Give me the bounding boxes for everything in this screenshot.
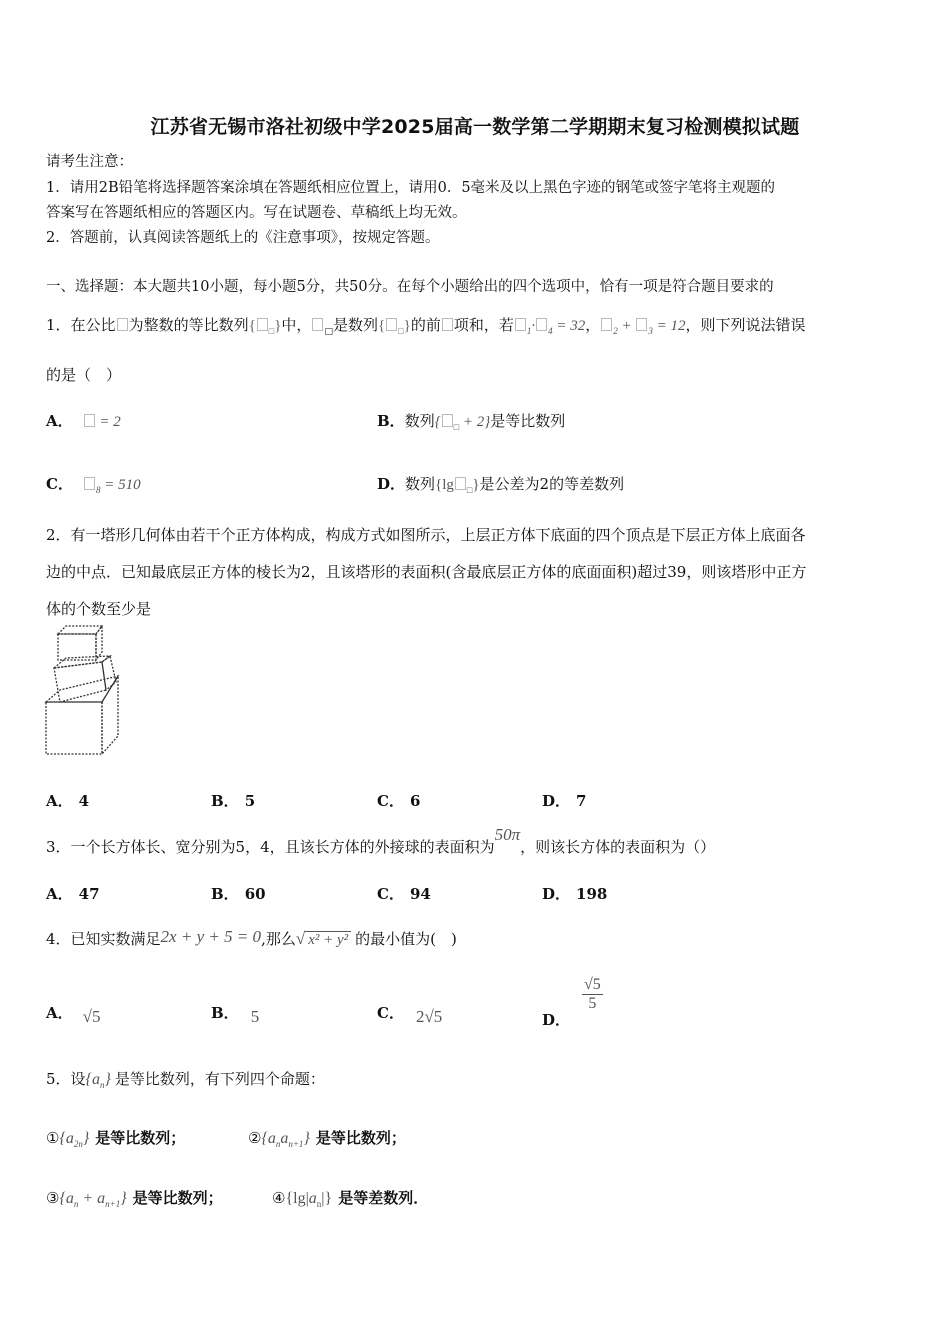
question-2-option-a[interactable]: A． 4 [46, 792, 90, 810]
question-2-option-b[interactable]: B． 5 [211, 792, 256, 810]
question-3-option-b[interactable]: B． 60 [211, 885, 266, 903]
equation-a1-a4: $_1$· $_4$ = 32 [514, 318, 585, 334]
question-4: 4．已知实数满足2x + y + 5 = 0,那么√ x² + y² 的最小值为( ) [46, 927, 457, 948]
question-4-option-b[interactable]: B． 5 [211, 1004, 260, 1026]
question-1-option-b[interactable]: B．数列{ $_□$ + 2}是等比数列 [377, 412, 566, 432]
notice-item-2: 2．答题前，认真阅读答题纸上的《注意事项》，按规定答题。 [46, 230, 440, 246]
notice-item-1-line-1: 1．请用2B铅笔将选择题答案涂填在答题纸相应位置上，请用0．5毫米及以上黑色字迹的钢笔或签字笔将主观题的 [46, 180, 776, 196]
proposition-1: $①\{a_{2n}\}$ 是等比数列； [46, 1129, 186, 1149]
notice-heading: 请考生注意： [46, 154, 133, 170]
question-2-option-c[interactable]: C． 6 [377, 792, 421, 810]
question-2-line-3: 体的个数至少是 [46, 600, 152, 618]
section-heading: 一、选择题：本大题共10小题，每小题5分，共50分。在每个小题给出的四个选项中，恰有一项是符合题目要求的 [46, 279, 774, 295]
question-4-option-d[interactable]: D． $\frac{√5}{5}$ [542, 976, 601, 1029]
question-2-option-d[interactable]: D． 7 [542, 792, 587, 810]
notice-item-1-line-2: 答案写在答题纸相应的答题区内。写在试题卷、草稿纸上均无效。 [46, 205, 467, 221]
question-1-option-c[interactable]: C． $_8$ = 510 [46, 475, 141, 495]
question-4-option-c[interactable]: C． 2√5 [377, 1004, 443, 1026]
question-3-option-c[interactable]: C． 94 [377, 885, 431, 903]
question-1-option-d[interactable]: D．数列{lg $_□$}是公差为2的等差数列 [377, 475, 625, 495]
page-title: 江苏省无锡市洛社初级中学2025届高一数学第二学期期末复习检测模拟试题 [150, 116, 800, 138]
proposition-4: $④\{\lg|a_n|\}$ 是等差数列． [272, 1189, 429, 1209]
question-1-line-1: 1．在公比 为整数的等比数列{ $_□$}中， $_□$是数列{ $_□$}的前 项和，若 $_1$· $_4$ = 32， $_2$ + $_3$ = 12，则下列说法错误 [46, 316, 806, 337]
placeholder-sn-icon [312, 318, 323, 331]
question-1-option-a[interactable]: A． = 2 [46, 412, 121, 430]
question-2-line-1: 2．有一塔形几何体由若干个正方体构成，构成方式如图所示，上层正方体下底面的四个顶点是下层正方体上底面各 [46, 526, 806, 544]
proposition-2: $②\{a_na_{n+1}\}$ 是等比数列； [248, 1129, 406, 1149]
question-3-option-a[interactable]: A． 47 [46, 885, 100, 903]
sqrt-icon: √ [295, 929, 306, 948]
question-1-line-2: 的是（ ） [46, 366, 122, 384]
question-3: 3．一个长方体长、宽分别为5，4，且该长方体的外接球的表面积为50π，则该长方体的表面积为（） [46, 825, 716, 856]
placeholder-n-icon [442, 318, 453, 331]
sequence-an-brace: { $_□$} [248, 318, 282, 336]
question-1-number: 1． [46, 316, 71, 334]
question-3-option-d[interactable]: D． 198 [542, 885, 608, 903]
proposition-3: $③\{a_n + a_{n+1}\}$ 是等比数列； [46, 1189, 223, 1209]
question-4-option-a[interactable]: A． √5 [46, 1004, 101, 1026]
tower-cubes-figure [44, 624, 124, 758]
placeholder-q-icon [117, 318, 128, 331]
question-2-line-2: 边的中点．已知最底层正方体的棱长为2，且该塔形的表面积(含最底层正方体的底面面积)超过39，则该塔形中正方 [46, 563, 807, 581]
question-5: 5．设$\{a_n\}$ 是等比数列，有下列四个命题： [46, 1070, 325, 1090]
equation-a2-a3: $_2$ + $_3$ = 12 [600, 318, 685, 334]
